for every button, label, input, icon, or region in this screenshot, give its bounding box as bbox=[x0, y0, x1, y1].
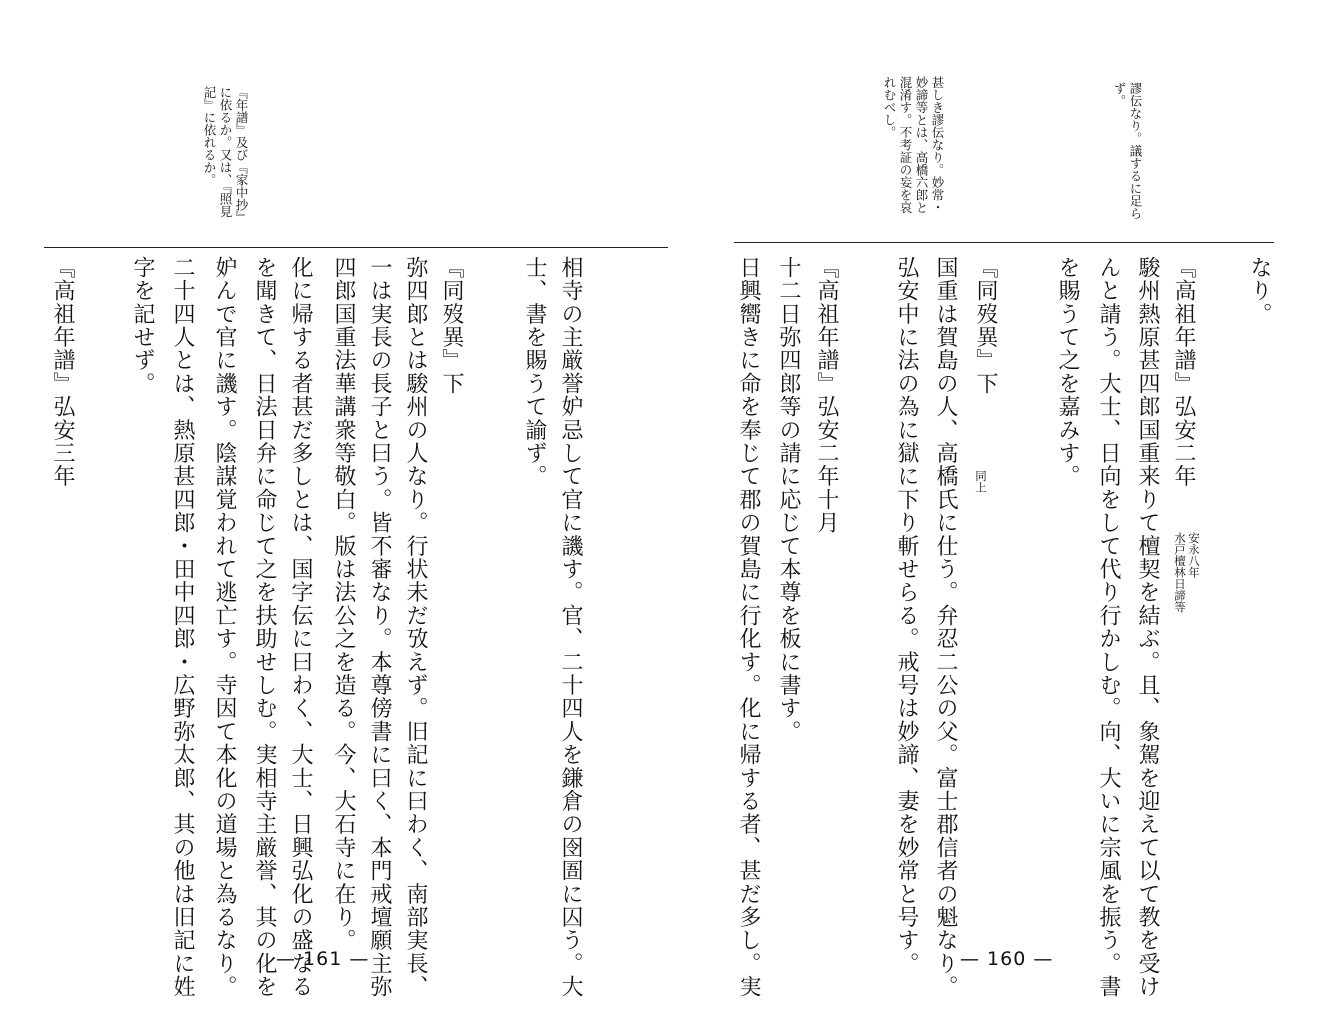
left-text-line-4: 『同歿異』下 bbox=[439, 256, 464, 396]
right-text-line-13: 日興嚮きに命を奉じて郡の賀島に行化す。化に帰する者、甚だ多し。実 bbox=[736, 256, 761, 999]
right-text-line-4: んと請う。大士、日向をして代り行かしむ。向、大いに宗風を振う。書 bbox=[1096, 256, 1121, 999]
right-annotation-note-a-1: 謬伝なり。議するに足ら bbox=[1128, 82, 1143, 220]
right-annotation-note-b-3: 混淆す。不考証の妄を哀 bbox=[898, 76, 913, 214]
left-text-line-10: 妒んで官に譏す。陰謀覚われて逃亡す。寺因て本化の道場と為るなり。 bbox=[212, 256, 237, 999]
right-text-line-8: 国重は賀島の人、高橋氏に仕う。弁忍二公の父。富士郡信者の魁なり。 bbox=[933, 256, 958, 999]
right-annotation-note-b-4: れむべし。 bbox=[882, 76, 897, 139]
left-annotation-note-1: 『年譜』及び『家中抄』 bbox=[234, 86, 249, 224]
left-text-line-7: 四郎国重法華講衆等敬白。版は法公之を造る。今、大石寺に在り。 bbox=[331, 256, 356, 952]
left-text-line-2: 士、書を賜うて諭ず。 bbox=[522, 256, 547, 488]
left-text-line-1: 相寺の主厳誉妒忌して官に譏す。官、二十四人を鎌倉の囹圄に囚う。大 bbox=[558, 256, 583, 999]
right-text-line-9: 弘安中に法の為に獄に下り斬せらる。戒号は妙諦、妻を妙常と号す。 bbox=[894, 256, 919, 976]
left-annotation-note-2: に依るか。又は、『照見 bbox=[218, 86, 233, 218]
left-text-line-8: 化に帰する者甚だ多しとは、国字伝に曰わく、大士、日興弘化の盛なる bbox=[288, 256, 313, 999]
right-text-line-1: なり。 bbox=[1247, 256, 1272, 326]
left-text-line-12: 字を記せず。 bbox=[130, 256, 155, 396]
left-text-line-9: を聞きて、日法日弁に命じて之を扶助せしむ。実相寺主厳誉、其の化を bbox=[252, 256, 277, 999]
right-annotation-note-a-2: ず。 bbox=[1112, 82, 1127, 107]
page-160 bbox=[668, 0, 1337, 1010]
right-text-line-3: 駿州熱原甚四郎国重来りて檀契を結ぶ。且、象駕を迎えて以て教を受け bbox=[1135, 256, 1160, 999]
page-161 bbox=[0, 0, 668, 1010]
date-annotation-line-1: 安永八年 bbox=[1187, 532, 1201, 578]
left-text-line-11: 二十四人とは、熱原甚四郎・田中四郎・広野弥太郎、其の他は旧記に姓 bbox=[170, 256, 195, 999]
left-text-line-5: 弥四郎とは駿州の人なり。行状未だ攷えず。旧記に曰わく、南部実長、 bbox=[403, 256, 428, 999]
right-text-line-2: 『高祖年譜』弘安二年 bbox=[1171, 256, 1196, 488]
right-annotation-note-b-1: 甚しき謬伝なり。妙常・ bbox=[930, 76, 945, 214]
left-annotation-note-3: 記』に依れるか。 bbox=[202, 86, 217, 186]
right-text-line-11: 『高祖年譜』弘安二年十月 bbox=[814, 256, 839, 535]
left-text-line-6: 一は実長の長子と曰う。皆不審なり。本尊傍書に曰く、本門戒壇願主弥 bbox=[367, 256, 392, 999]
page-number: — 161 — bbox=[276, 948, 370, 970]
right-annotation-divider bbox=[734, 242, 1274, 243]
right-text-line-5: を賜うて之を嘉みす。 bbox=[1055, 256, 1080, 488]
same-source-annotation: 同上 bbox=[974, 470, 988, 493]
right-annotation-note-b-2: 妙諦等とは、高橋六郎と bbox=[914, 76, 929, 214]
right-text-line-7: 『同歿異』下 bbox=[973, 256, 998, 396]
right-text-line-12: 十二日弥四郎等の請に応じて本尊を板に書す。 bbox=[776, 256, 801, 744]
left-text-line-14: 『高祖年譜』弘安三年 bbox=[50, 256, 75, 488]
page-number: — 160 — bbox=[960, 948, 1054, 970]
date-annotation-line-2: 水戸檀林日諦等 bbox=[1173, 532, 1187, 613]
left-annotation-divider bbox=[44, 247, 668, 248]
